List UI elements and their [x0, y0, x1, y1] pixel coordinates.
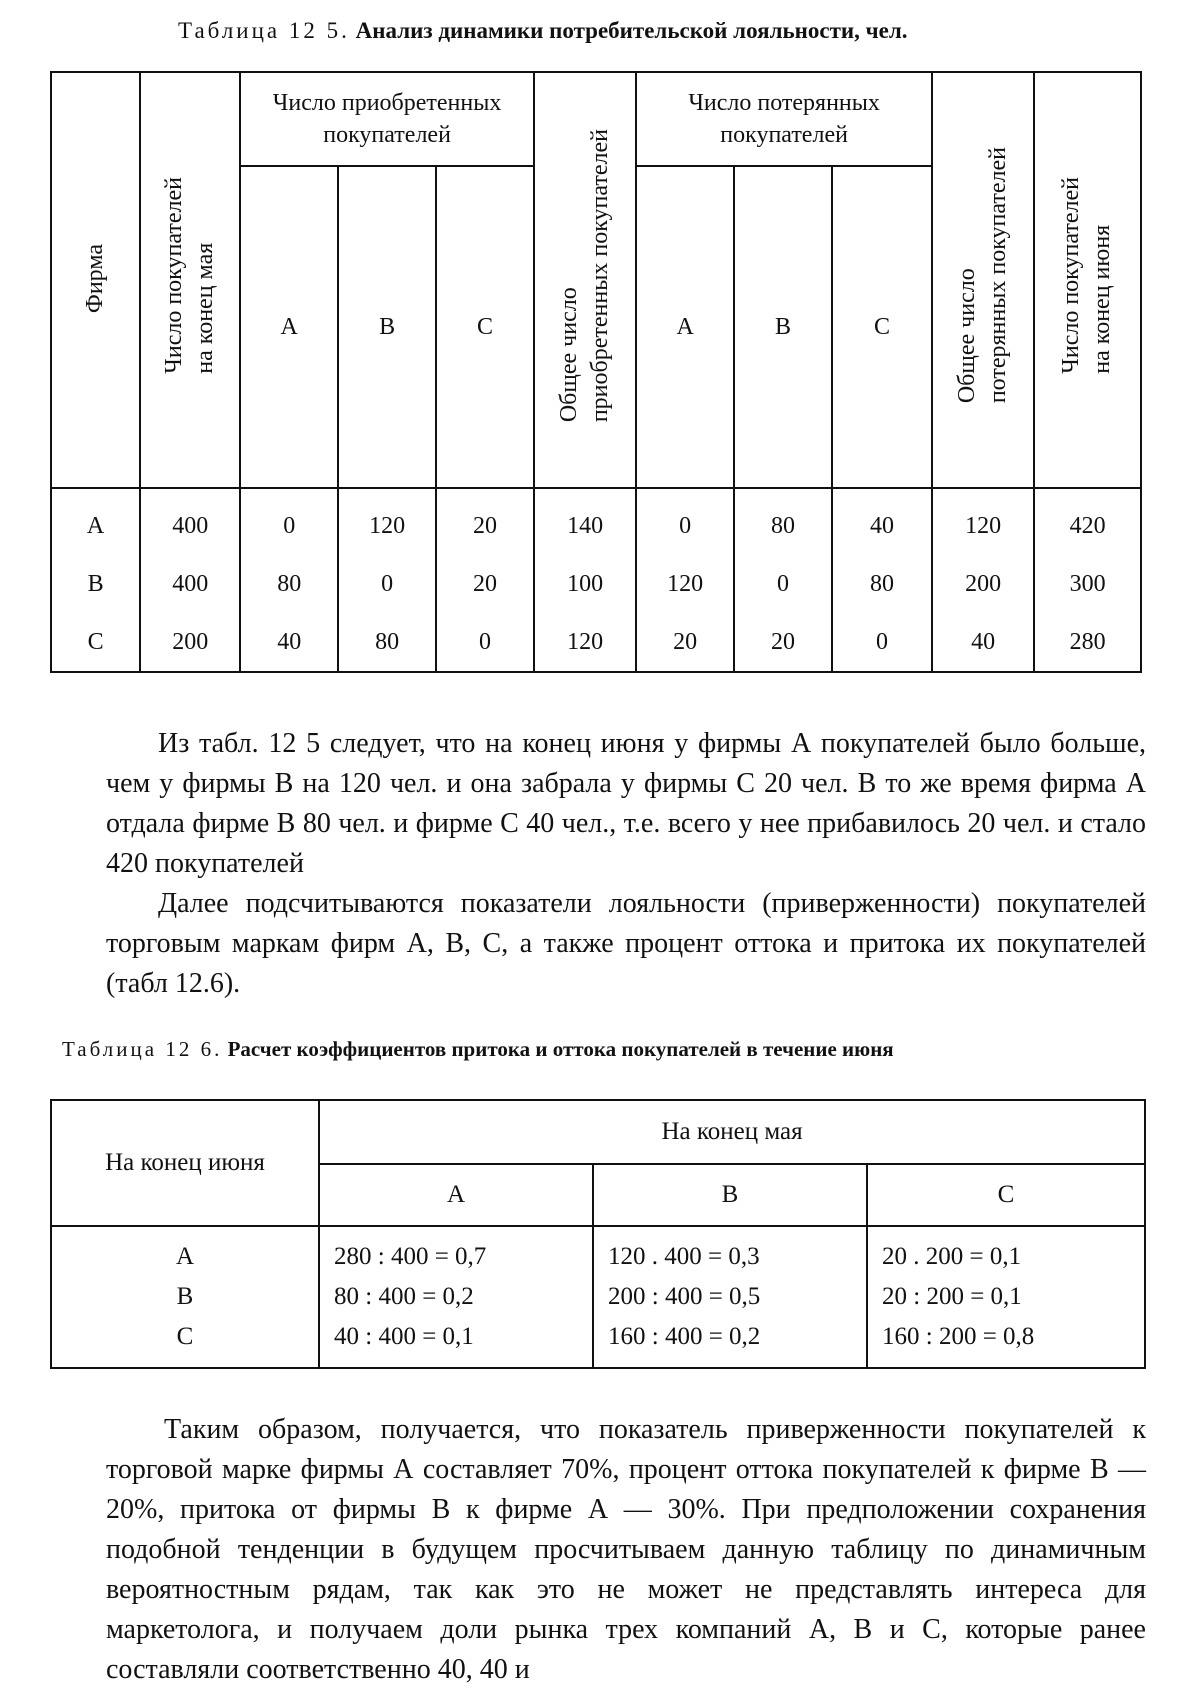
cell-firm: С	[51, 1317, 319, 1368]
header-lost-group: Число потерянных покупателей	[636, 72, 932, 166]
header-acquired-b: В	[338, 166, 436, 488]
cell-ratio-b: 160 : 400 = 0,2	[593, 1317, 867, 1368]
header-end-of-may: На конец мая	[319, 1100, 1145, 1164]
conclusion-paragraph	[106, 1410, 1146, 1690]
cell-firm: С	[51, 613, 140, 672]
cell-ratio-c: 160 : 200 = 0,8	[867, 1317, 1145, 1368]
cell-acq-c: 20	[436, 555, 534, 613]
header-lost-a: А	[636, 166, 734, 488]
cell-lost-b: 20	[734, 613, 832, 672]
header-firm: Фирма	[51, 72, 140, 488]
cell-firm: А	[51, 488, 140, 555]
cell-lost-a: 0	[636, 488, 734, 555]
table-row	[51, 613, 1141, 672]
cell-acq-total: 120	[534, 613, 636, 672]
header-col-c: С	[867, 1164, 1145, 1226]
table-12-5-caption	[178, 18, 1118, 44]
cell-ratio-b: 200 : 400 = 0,5	[593, 1277, 867, 1317]
cell-june: 300	[1034, 555, 1141, 613]
cell-june: 420	[1034, 488, 1141, 555]
cell-lost-total: 40	[932, 613, 1034, 672]
table-row	[51, 1317, 1145, 1368]
cell-lost-a: 120	[636, 555, 734, 613]
cell-lost-total: 200	[932, 555, 1034, 613]
cell-firm: В	[51, 555, 140, 613]
table-12-5-label: Таблица 12 5.	[178, 18, 350, 43]
header-lost-b: В	[734, 166, 832, 488]
cell-ratio-a: 80 : 400 = 0,2	[319, 1277, 593, 1317]
cell-lost-b: 0	[734, 555, 832, 613]
cell-acq-a: 0	[240, 488, 338, 555]
cell-ratio-c: 20 . 200 = 0,1	[867, 1226, 1145, 1277]
cell-ratio-a: 40 : 400 = 0,1	[319, 1317, 593, 1368]
header-customers-may: Число покупателей на конец мая	[140, 72, 240, 488]
cell-firm: В	[51, 1277, 319, 1317]
cell-acq-c: 0	[436, 613, 534, 672]
cell-may: 200	[140, 613, 240, 672]
table-12-6-caption	[62, 1037, 1162, 1062]
table-12-5-title: Анализ динамики потребительской лояльности, чел.	[355, 18, 908, 43]
cell-acq-total: 140	[534, 488, 636, 555]
cell-june: 280	[1034, 613, 1141, 672]
cell-acq-b: 0	[338, 555, 436, 613]
cell-acq-b: 120	[338, 488, 436, 555]
table-row	[51, 1226, 1145, 1277]
header-acquired-a: А	[240, 166, 338, 488]
cell-lost-total: 120	[932, 488, 1034, 555]
paragraph-text: Из табл. 12 5 следует, что на конец июня у фирмы А покупателей было больше, чем у фирмы В на 120 чел. и она забрала у фирмы С 20 чел. В то же время фирма А отдала фирме В 80 чел. и фирме С 40 чел., т.е. всего у нее прибавилось 20 чел. и стало 420 покупателей	[106, 728, 1146, 879]
cell-lost-c: 40	[832, 488, 932, 555]
cell-lost-c: 80	[832, 555, 932, 613]
header-lost-c: С	[832, 166, 932, 488]
table-12-6-title: Расчет коэффициентов притока и оттока покупателей в течение июня	[227, 1037, 894, 1061]
table-12-6-label: Таблица 12 6.	[62, 1037, 223, 1061]
cell-acq-total: 100	[534, 555, 636, 613]
cell-acq-a: 40	[240, 613, 338, 672]
header-col-a: А	[319, 1164, 593, 1226]
paragraph-text: Далее подсчитываются показатели лояльности (приверженности) покупателей торговым маркам фирм А, В, С, а также процент оттока и притока их покупателей (табл 12.6).	[106, 888, 1146, 999]
table-row	[51, 1277, 1145, 1317]
header-customers-june: Число покупателей на конец июня	[1034, 72, 1141, 488]
cell-firm: А	[51, 1226, 319, 1277]
header-col-b: В	[593, 1164, 867, 1226]
cell-lost-a: 20	[636, 613, 734, 672]
cell-acq-a: 80	[240, 555, 338, 613]
table-row	[51, 555, 1141, 613]
cell-may: 400	[140, 555, 240, 613]
cell-ratio-b: 120 . 400 = 0,3	[593, 1226, 867, 1277]
cell-lost-c: 0	[832, 613, 932, 672]
paragraph-text: Таким образом, получается, что показатель приверженности покупателей к торговой марке фирмы А составляет 70%, процент оттока покупателей к фирме В — 20%, притока от фирмы В к фирме А — 30%. При предположении сохранения подобной тенденции в будущем просчитываем данную таблицу по динамичным вероятностным рядам, так как это не может не представлять интереса для маркетолога, и получаем доли рынка трех компаний А, В и С, которые ранее составляли соответственно 40, 40 и	[106, 1414, 1146, 1685]
loyalty-dynamics-table	[50, 71, 1142, 673]
analysis-paragraph	[106, 724, 1146, 1004]
cell-ratio-c: 20 : 200 = 0,1	[867, 1277, 1145, 1317]
header-acquired-c: С	[436, 166, 534, 488]
header-end-of-june: На конец июня	[51, 1100, 319, 1226]
cell-acq-c: 20	[436, 488, 534, 555]
header-total-lost: Общее число потерянных покупателей	[932, 72, 1034, 488]
cell-lost-b: 80	[734, 488, 832, 555]
cell-may: 400	[140, 488, 240, 555]
header-acquired-group: Число приобретенных покупателей	[240, 72, 534, 166]
header-total-acquired: Общее число приобретенных покупателей	[534, 72, 636, 488]
table-row	[51, 488, 1141, 555]
inflow-outflow-table	[50, 1099, 1146, 1369]
cell-acq-b: 80	[338, 613, 436, 672]
cell-ratio-a: 280 : 400 = 0,7	[319, 1226, 593, 1277]
